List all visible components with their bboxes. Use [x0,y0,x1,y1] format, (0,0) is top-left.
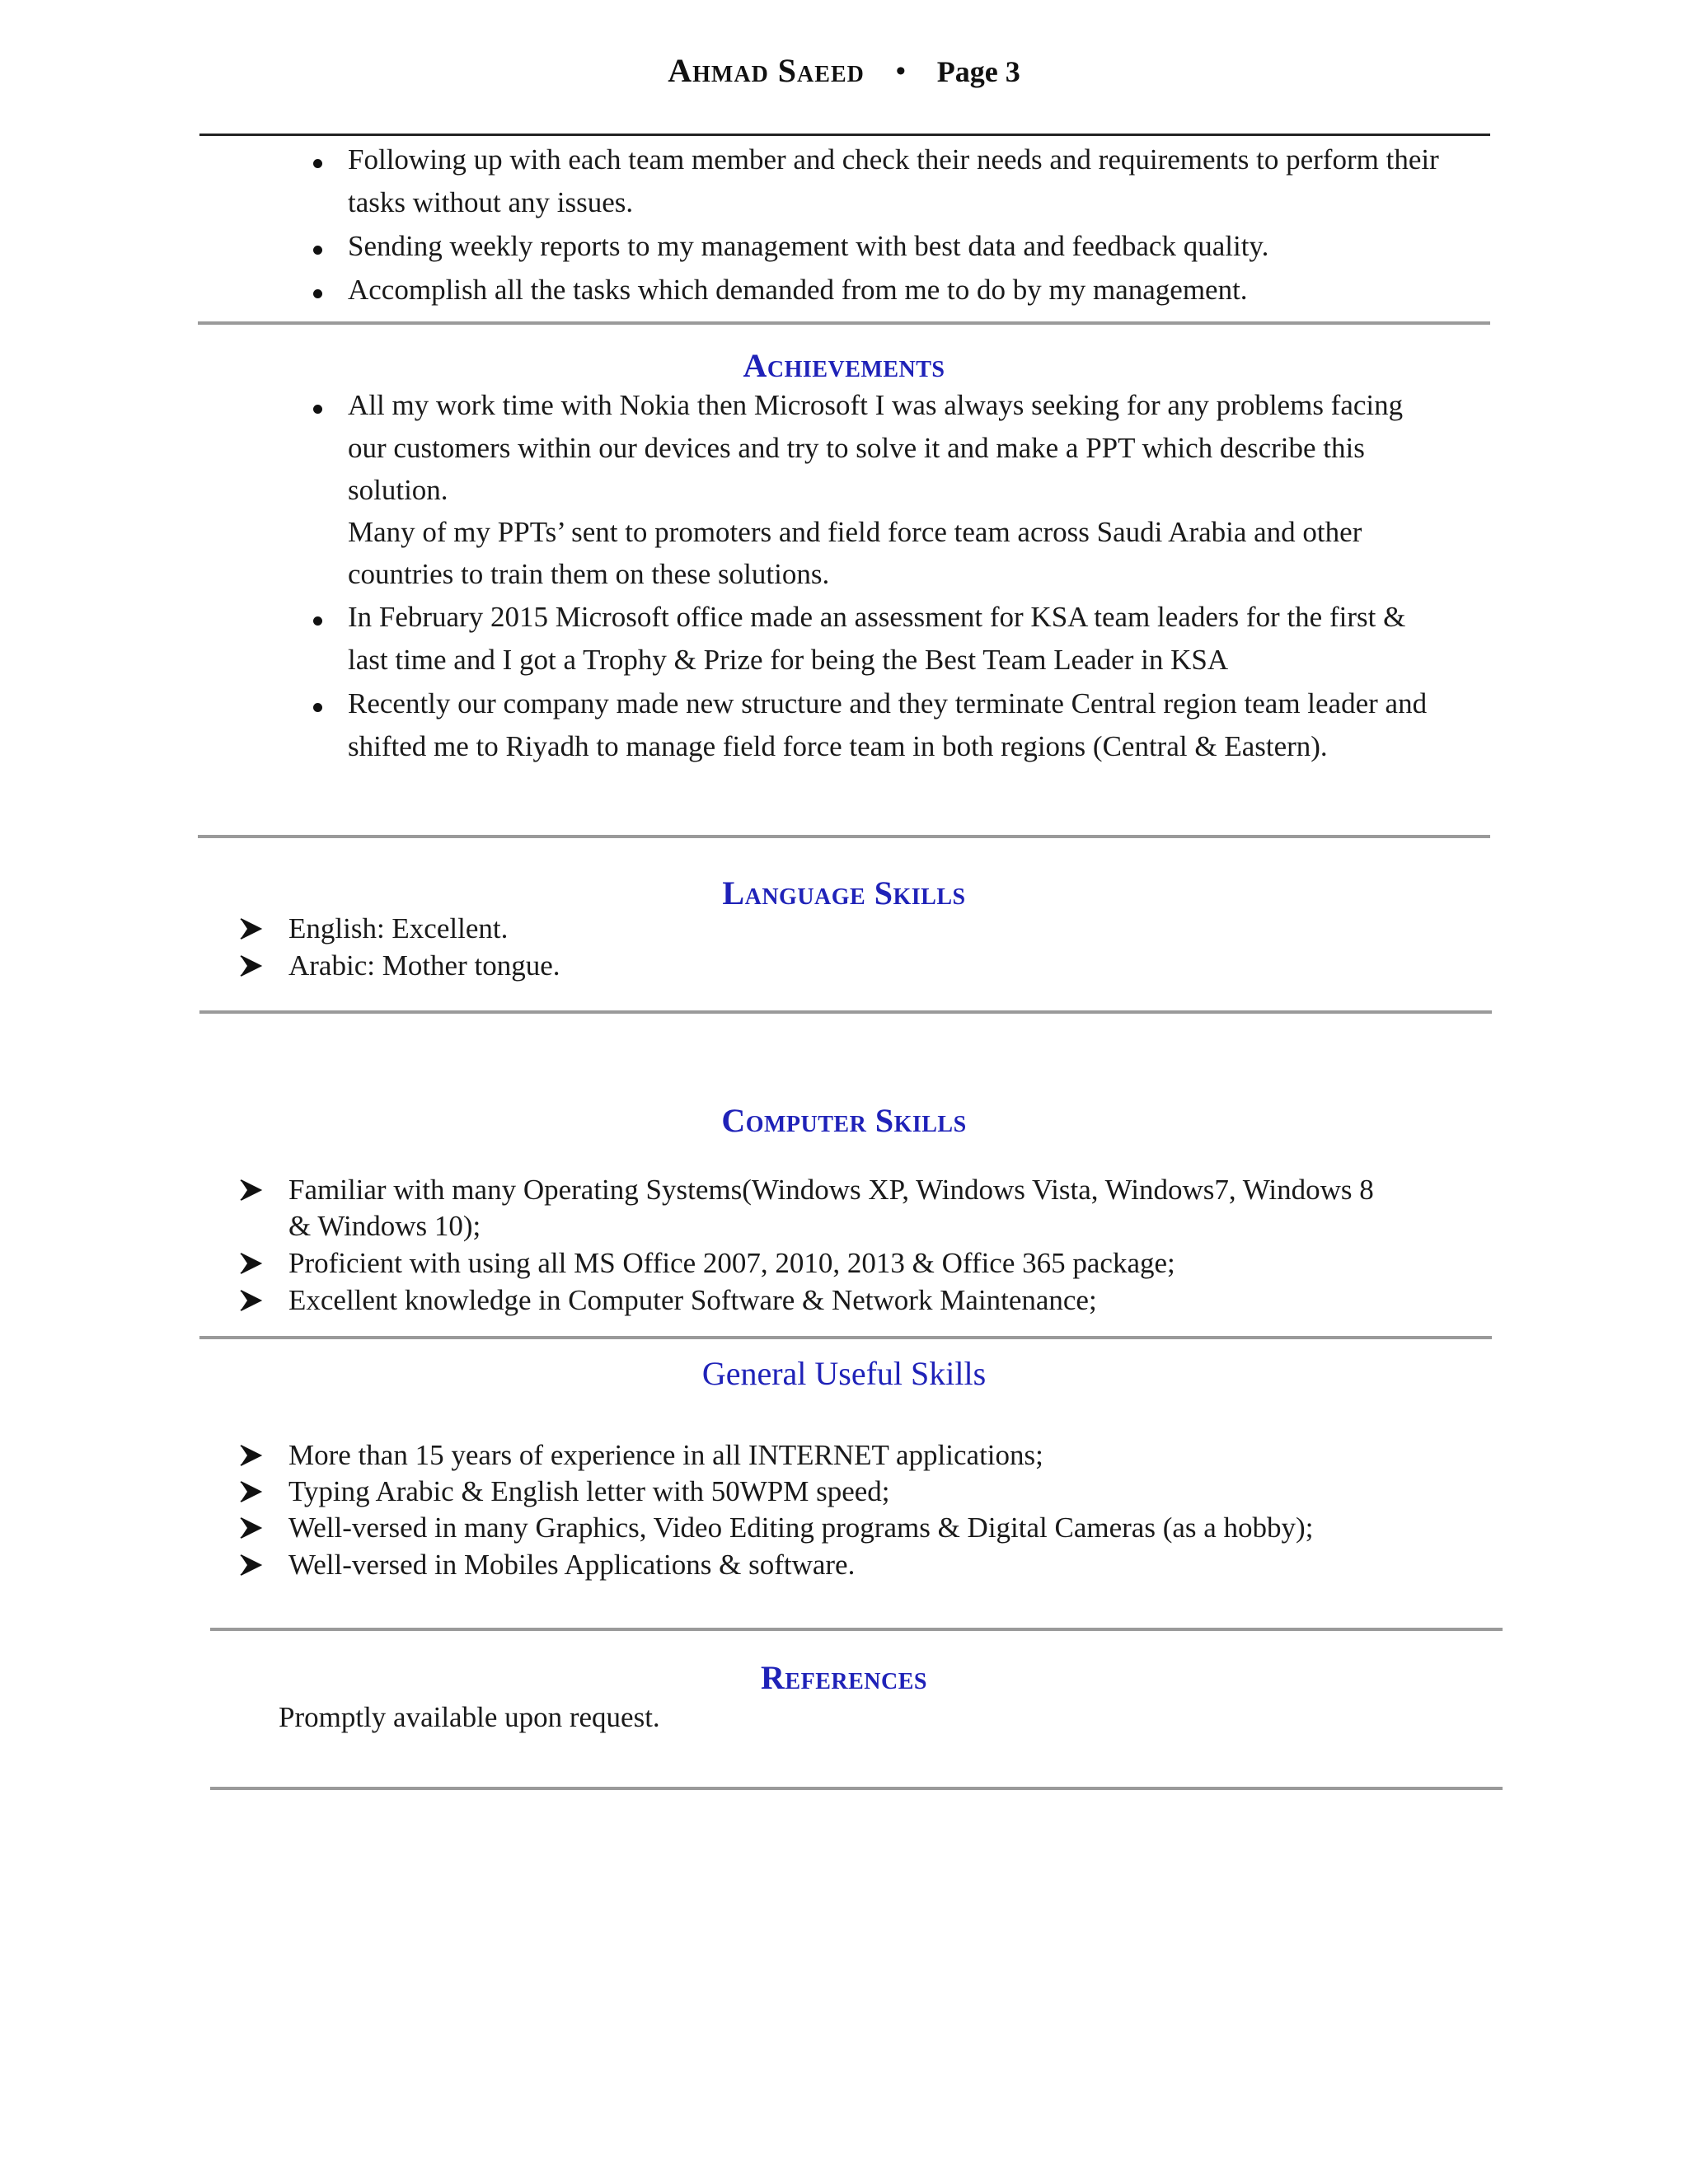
list-item: More than 15 years of experience in all INTERNET applications; [288,1439,1043,1471]
list-item-line: & Windows 10); [288,1210,481,1242]
list-item-line: Proficient with using all MS Office 2007, 2010, 2013 & Office 365 package; [288,1247,1175,1279]
arrow-bullet-icon [238,1479,263,1504]
references-heading: References [761,1659,927,1696]
list-item-line: tasks without any issues. [348,186,634,218]
computer-skills-heading: Computer Skills [721,1102,967,1139]
list-item-line: Familiar with many Operating Systems(Windows XP, Windows Vista, Windows7, Windows 8 [288,1174,1374,1206]
list-item: Well-versed in Mobiles Applications & software. [288,1549,856,1581]
section-divider [210,1787,1503,1790]
references-text: Promptly available upon request. [279,1701,660,1733]
arrow-bullet-icon [238,1553,263,1577]
header-separator: • [895,56,906,87]
arrow-bullet-icon [238,1443,263,1468]
list-item-line: Excellent knowledge in Computer Software & Network Maintenance; [288,1284,1097,1316]
list-item-line: In February 2015 Microsoft office made an assessment for KSA team leaders for the first & [348,601,1406,633]
list-item-line: Sending weekly reports to my management with best data and feedback quality. [348,230,1269,262]
list-item-line: Recently our company made new structure and they terminate Central region team leader and [348,687,1428,719]
list-item: English: Excellent. [288,912,509,944]
list-item-line: shifted me to Riyadh to manage field force team in both regions (Central & Eastern). [348,730,1328,762]
section-divider [210,1628,1503,1631]
list-item-line: Following up with each team member and check their needs and requirements to perform their [348,143,1439,176]
page-number: Page 3 [936,55,1020,88]
achievements-heading: Achievements [743,347,945,384]
list-item-line: solution. [348,474,448,506]
list-item: Arabic: Mother tongue. [288,949,560,982]
resume-name: Ahmad Saeed [668,52,865,89]
list-item: Typing Arabic & English letter with 50WPM speed; [288,1475,890,1507]
arrow-bullet-icon [238,1516,263,1540]
language-skills-heading: Language Skills [722,874,966,912]
list-item-line: our customers within our devices and try to solve it and make a PPT which describe this [348,432,1365,464]
general-skills-heading: General Useful Skills [701,1355,987,1392]
list-item: Well-versed in many Graphics, Video Editing programs & Digital Cameras (as a hobby); [288,1511,1314,1544]
list-item-line: countries to train them on these solutions. [348,558,830,590]
list-item-line: All my work time with Nokia then Microsoft I was always seeking for any problems facing [348,389,1404,421]
list-item-line: Accomplish all the tasks which demanded from me to do by my management. [348,274,1248,306]
list-item-line: last time and I got a Trophy & Prize for being the Best Team Leader in KSA [348,644,1229,676]
list-item-line: Many of my PPTs’ sent to promoters and field force team across Saudi Arabia and other [348,516,1362,548]
